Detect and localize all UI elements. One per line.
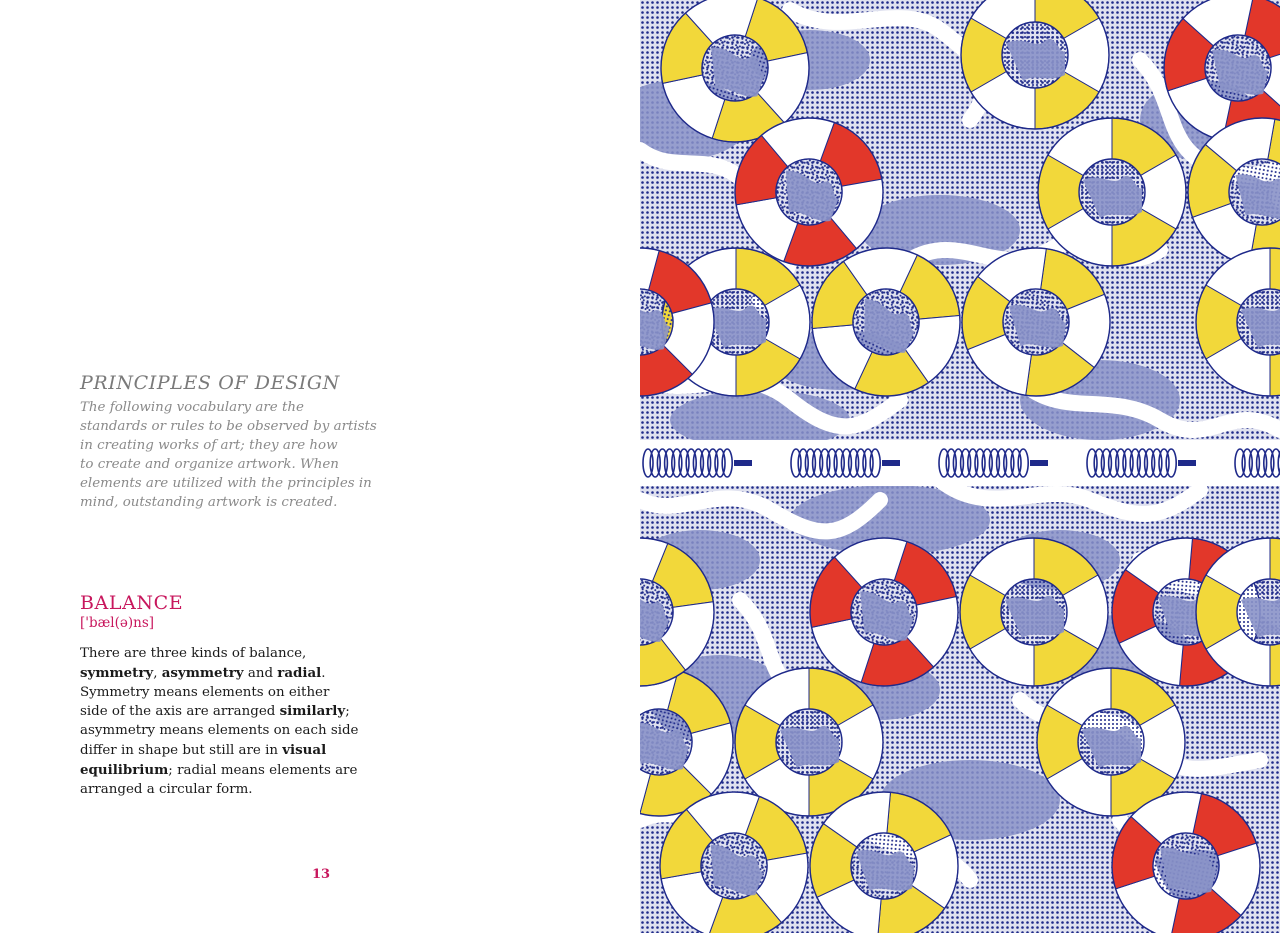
balance-term: radial [277, 664, 322, 681]
balance-section [80, 592, 400, 799]
intro-body-line: mind, outstanding artwork is created. [80, 495, 338, 510]
intro-body-line: in creating works of art; they are how [80, 438, 338, 453]
balance-text: There are three kinds of balance, [80, 646, 307, 661]
balance-term: asymmetry [161, 664, 244, 681]
balance-text: arranged a circular form. [80, 781, 253, 797]
balance-text: ; radial means elements are [168, 762, 358, 778]
lifebuoy-yellow [1038, 118, 1186, 266]
balance-title: BALANCE [80, 592, 184, 614]
intro-body-line: elements are utilized with the principles in [80, 476, 372, 491]
balance-body [80, 645, 400, 799]
pattern-chain [640, 440, 1280, 486]
balance-text: Symmetry means elements on either [80, 684, 330, 700]
chain-bar [1030, 460, 1048, 466]
balance-term: symmetry [80, 664, 154, 681]
illustration-page [640, 0, 1280, 933]
intro-section [80, 372, 410, 512]
intro-body-line: standards or rules to be observed by artists [80, 419, 377, 434]
balance-text: differ in shape but still are in [80, 742, 283, 758]
lifebuoy-yellow [1037, 668, 1185, 816]
intro-title: PRINCIPLES OF DESIGN [80, 372, 340, 394]
chain-bar [1178, 460, 1196, 466]
lifebuoy-yellow [735, 668, 883, 816]
balance-phonetic: ['bæl(ə)ns] [80, 615, 155, 631]
page-number: 13 [311, 867, 331, 882]
balance-text: . [321, 665, 326, 681]
balance-term: visual [282, 741, 327, 758]
chain-bar [882, 460, 900, 466]
intro-body-line: to create and organize artwork. When [80, 457, 339, 472]
balance-text: asymmetry means elements on each side [80, 723, 359, 739]
chain-bar [734, 460, 752, 466]
intro-body [80, 398, 410, 512]
balance-term: equilibrium [80, 761, 169, 778]
balance-text: and [243, 665, 278, 681]
balance-text: , [153, 665, 162, 681]
balance-text: side of the axis are arranged [80, 704, 280, 720]
balance-text: ; [345, 704, 350, 720]
intro-body-line: The following vocabulary are the [80, 400, 304, 415]
lifebuoy-pattern [640, 0, 1280, 933]
balance-term: similarly [279, 703, 346, 720]
lifebuoy-yellow [960, 538, 1108, 686]
